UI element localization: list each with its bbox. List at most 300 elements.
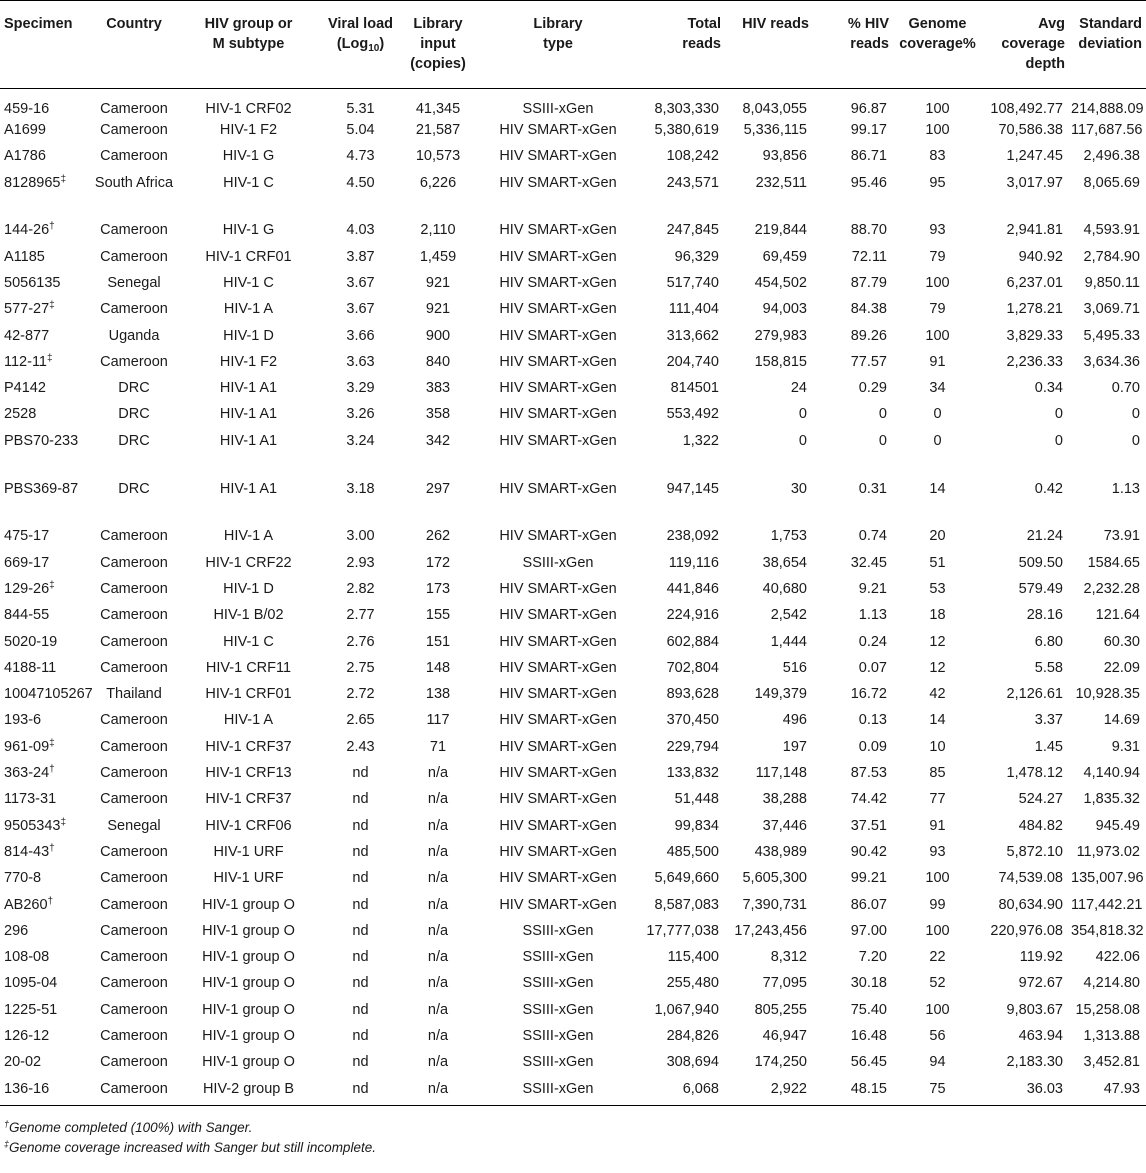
cell-country [92, 868, 176, 894]
header-total-reads: Total reads [682, 16, 721, 52]
cell-total [640, 658, 725, 684]
cell-text: 77 [929, 791, 946, 808]
cell-sd [1069, 247, 1146, 273]
cell-text: 17,243,456 [734, 922, 807, 939]
cell-text: 4,593.91 [1083, 222, 1140, 239]
cell-hiv [725, 1052, 813, 1078]
table-body [0, 89, 1146, 1105]
cell-hiv [725, 737, 813, 763]
cell-sd [1069, 326, 1146, 352]
cell-hiv [725, 710, 813, 736]
cell-country [92, 684, 176, 710]
cell-text: 0.29 [858, 380, 887, 397]
cell-text: 119,116 [668, 554, 719, 571]
cell-pct [813, 895, 893, 921]
cell-sd [1069, 378, 1146, 404]
cell-specimen [0, 220, 92, 246]
cell-text: Cameroon [100, 1054, 168, 1071]
cell-text: nd [352, 922, 369, 939]
footnote-mark: † [4, 1118, 10, 1129]
cell-text: 2.77 [346, 607, 375, 624]
cell-text: 3.24 [346, 432, 375, 449]
cell-coverage [893, 632, 982, 658]
cell-viral-load [321, 273, 400, 299]
cell-text: HIV SMART-xGen [499, 791, 617, 808]
cell-text: HIV-1 group O [202, 1028, 295, 1044]
cell-depth [982, 299, 1069, 325]
cell-text: 108,492.77 [990, 101, 1063, 117]
cell-text: 84.38 [850, 301, 887, 318]
cell-pct [813, 921, 893, 947]
cell-subtype [176, 763, 321, 789]
cell-text: 3.67 [346, 274, 375, 291]
table-row [0, 710, 1146, 736]
cell-hiv [725, 605, 813, 631]
cell-pct [813, 120, 893, 146]
cell-text: 524.27 [1018, 791, 1063, 808]
cell-text: Cameroon [100, 301, 168, 318]
cell-text: 496 [782, 712, 807, 729]
footnote-text: Genome completed (100%) with Sanger. [9, 1119, 253, 1135]
cell-input [400, 299, 476, 325]
cell-specimen [0, 1079, 92, 1105]
footnote-mark: ‡ [49, 300, 55, 312]
footnote-text: Genome coverage increased with Sanger but still incomplete. [9, 1139, 376, 1155]
table-row [0, 120, 1146, 146]
cell-pct [813, 173, 893, 221]
cell-country [92, 89, 176, 121]
cell-viral-load [321, 658, 400, 684]
cell-subtype [176, 579, 321, 605]
cell-lib-type [476, 553, 640, 579]
cell-text: 454,502 [754, 274, 807, 291]
footnote-mark: ‡ [47, 352, 53, 364]
cell-lib-type [476, 737, 640, 763]
cell-text: 80,634.90 [998, 896, 1063, 913]
cell-text: SSIII-xGen [522, 1028, 594, 1044]
footnote-mark: ‡ [60, 173, 67, 185]
cell-depth [982, 947, 1069, 973]
cell-text: A1185 [4, 248, 45, 265]
cell-total [640, 89, 725, 121]
cell-coverage [893, 247, 982, 273]
cell-lib-type [476, 1000, 640, 1026]
cell-text: 121.64 [1095, 607, 1140, 624]
cell-subtype [176, 378, 321, 404]
cell-specimen [0, 763, 92, 789]
cell-text: South Africa [94, 174, 174, 191]
cell-total [640, 947, 725, 973]
cell-specimen [0, 684, 92, 710]
cell-text: HIV-1 CRF01 [205, 248, 292, 265]
cell-viral-load [321, 947, 400, 973]
cell-pct [813, 326, 893, 352]
cell-text: 100 [925, 1001, 950, 1018]
cell-depth [982, 684, 1069, 710]
cell-country [92, 973, 176, 999]
cell-text: n/a [427, 1001, 449, 1018]
cell-subtype [176, 1026, 321, 1052]
cell-text: 1,753 [770, 528, 807, 545]
cell-hiv [725, 763, 813, 789]
cell-country [92, 632, 176, 658]
cell-text: 10,573 [415, 148, 461, 165]
cell-text: 138 [425, 686, 451, 703]
cell-text: 308,694 [666, 1054, 719, 1071]
cell-coverage [893, 816, 982, 842]
cell-pct [813, 973, 893, 999]
cell-text: 516 [782, 659, 807, 676]
cell-text: 21,587 [415, 122, 461, 138]
cell-pct [813, 273, 893, 299]
cell-input [400, 120, 476, 146]
cell-text: HIV-1 G [222, 222, 275, 239]
cell-text: 972.67 [1018, 975, 1063, 992]
cell-depth [982, 431, 1069, 479]
cell-text: Cameroon [100, 528, 168, 545]
cell-viral-load [321, 737, 400, 763]
cell-text: HIV-1 group O [202, 949, 295, 966]
cell-sd [1069, 895, 1146, 921]
cell-total [640, 526, 725, 552]
cell-text: 238,092 [666, 528, 719, 545]
cell-total [640, 404, 725, 430]
cell-text: 5020-19 [4, 633, 58, 650]
cell-text: n/a [427, 1054, 449, 1071]
cell-total [640, 1000, 725, 1026]
cell-total [640, 579, 725, 605]
cell-text: 2.43 [346, 738, 375, 755]
cell-sd [1069, 789, 1146, 815]
cell-specimen [0, 247, 92, 273]
cell-text: 52 [929, 975, 946, 992]
cell-country [92, 921, 176, 947]
cell-text: 16.48 [850, 1028, 887, 1044]
cell-text: 83 [929, 148, 946, 165]
cell-sd [1069, 1026, 1146, 1052]
cell-subtype [176, 326, 321, 352]
cell-viral-load [321, 973, 400, 999]
cell-text: 4.50 [346, 174, 375, 191]
cell-text: HIV-1 A [223, 712, 274, 729]
cell-subtype [176, 1000, 321, 1026]
cell-text: 144-26 [4, 222, 50, 239]
cell-text: 961-09 [4, 738, 50, 755]
cell-text: 3.29 [346, 380, 375, 397]
cell-text: SSIII-xGen [522, 1001, 594, 1018]
cell-lib-type [476, 146, 640, 172]
cell-text: 0 [1131, 432, 1140, 449]
cell-subtype [176, 632, 321, 658]
cell-text: nd [352, 975, 369, 992]
cell-text: 17,777,038 [646, 922, 719, 939]
cell-text: 3.00 [346, 528, 375, 545]
cell-text: 193-6 [4, 712, 42, 729]
cell-hiv [725, 553, 813, 579]
cell-text: 459-16 [4, 101, 50, 117]
cell-specimen [0, 526, 92, 552]
cell-subtype [176, 868, 321, 894]
cell-lib-type [476, 352, 640, 378]
cell-pct [813, 1026, 893, 1052]
cell-text: 32.45 [850, 554, 887, 571]
cell-hiv [725, 120, 813, 146]
cell-text: 5,872.10 [1006, 843, 1063, 860]
cell-text: 99.17 [850, 122, 887, 138]
cell-depth [982, 378, 1069, 404]
cell-text: 16.72 [850, 686, 887, 703]
cell-text: SSIII-xGen [522, 1080, 594, 1097]
cell-text: 37,446 [762, 817, 807, 834]
cell-text: nd [352, 949, 369, 966]
cell-subtype [176, 605, 321, 631]
cell-text: HIV SMART-xGen [499, 222, 617, 239]
cell-text: Cameroon [100, 659, 168, 676]
cell-depth [982, 658, 1069, 684]
cell-subtype [176, 553, 321, 579]
cell-coverage [893, 710, 982, 736]
cell-input [400, 789, 476, 815]
cell-depth [982, 1052, 1069, 1078]
cell-text: 3.87 [346, 248, 375, 265]
cell-coverage [893, 605, 982, 631]
cell-text: 119.92 [1019, 949, 1063, 966]
cell-text: nd [352, 870, 369, 887]
cell-text: DRC [118, 406, 150, 423]
cell-text: 2.93 [346, 554, 375, 571]
cell-total [640, 247, 725, 273]
cell-input [400, 895, 476, 921]
cell-text: 1.45 [1034, 738, 1063, 755]
cell-hiv [725, 526, 813, 552]
cell-text: HIV SMART-xGen [499, 738, 617, 755]
cell-text: Cameroon [100, 870, 168, 887]
cell-text: 947,145 [666, 480, 719, 497]
cell-text: 77.57 [850, 353, 887, 370]
cell-specimen [0, 816, 92, 842]
cell-pct [813, 404, 893, 430]
cell-text: 85 [929, 765, 946, 782]
cell-text: 22.09 [1103, 659, 1140, 676]
cell-text: 4.73 [346, 148, 375, 165]
cell-coverage [893, 146, 982, 172]
cell-text: 10047105267 [4, 686, 93, 703]
cell-text: 2.75 [346, 659, 375, 676]
cell-text: PBS369-87 [4, 480, 79, 497]
footnote-mark: † [49, 842, 55, 854]
cell-lib-type [476, 632, 640, 658]
cell-specimen [0, 431, 92, 479]
cell-text: 1584.65 [1087, 554, 1140, 571]
cell-text: 100 [925, 327, 950, 344]
cell-text: nd [352, 1054, 369, 1071]
cell-lib-type [476, 220, 640, 246]
cell-text: Cameroon [100, 148, 168, 165]
cell-text: Cameroon [100, 248, 168, 265]
cell-total [640, 1079, 725, 1105]
cell-text: 2,232.28 [1083, 580, 1140, 597]
cell-sd [1069, 1079, 1146, 1105]
cell-viral-load [321, 789, 400, 815]
cell-pct [813, 947, 893, 973]
cell-country [92, 220, 176, 246]
cell-text: HIV-1 F2 [219, 122, 278, 138]
cell-text: 12 [929, 659, 946, 676]
cell-sd [1069, 1052, 1146, 1078]
cell-text: 87.53 [850, 765, 887, 782]
cell-lib-type [476, 479, 640, 527]
cell-total [640, 220, 725, 246]
cell-subtype [176, 526, 321, 552]
cell-text: 893,628 [666, 686, 719, 703]
cell-text: 75 [929, 1080, 946, 1097]
cell-text: 284,826 [666, 1028, 719, 1044]
cell-pct [813, 553, 893, 579]
cell-text: 7.20 [858, 949, 887, 966]
cell-sd [1069, 404, 1146, 430]
cell-subtype [176, 895, 321, 921]
cell-text: 111,404 [668, 301, 719, 318]
cell-specimen [0, 404, 92, 430]
cell-lib-type [476, 120, 640, 146]
cell-text: 5.58 [1034, 659, 1063, 676]
cell-text: 770-8 [4, 870, 42, 887]
cell-text: 94 [929, 1054, 946, 1071]
cell-coverage [893, 579, 982, 605]
cell-input [400, 763, 476, 789]
cell-sd [1069, 352, 1146, 378]
cell-text: DRC [118, 480, 150, 497]
cell-viral-load [321, 479, 400, 527]
cell-text: 6,237.01 [1006, 274, 1063, 291]
cell-coverage [893, 737, 982, 763]
cell-total [640, 1026, 725, 1052]
cell-text: Senegal [107, 817, 161, 834]
table-row [0, 479, 1146, 527]
cell-subtype [176, 947, 321, 973]
cell-text: 2,110 [420, 222, 456, 239]
header-specimen: Specimen [4, 16, 73, 32]
cell-text: 204,740 [666, 353, 719, 370]
cell-lib-type [476, 404, 640, 430]
cell-text: HIV SMART-xGen [499, 122, 617, 138]
cell-pct [813, 684, 893, 710]
cell-input [400, 220, 476, 246]
cell-hiv [725, 632, 813, 658]
cell-total [640, 431, 725, 479]
cell-sd [1069, 89, 1146, 121]
cell-text: 42 [929, 686, 946, 703]
cell-text: 117 [426, 712, 450, 729]
cell-hiv [725, 220, 813, 246]
cell-text: 0 [1131, 406, 1140, 423]
cell-sd [1069, 973, 1146, 999]
cell-text: P4142 [4, 380, 46, 397]
cell-depth [982, 816, 1069, 842]
cell-country [92, 658, 176, 684]
cell-text: 2528 [4, 406, 37, 423]
cell-text: Uganda [108, 327, 160, 344]
cell-text: 69,459 [762, 248, 807, 265]
cell-text: 1,313.88 [1083, 1028, 1140, 1044]
table-row [0, 1052, 1146, 1078]
table-row [0, 326, 1146, 352]
cell-text: HIV-1 CRF13 [205, 765, 292, 782]
cell-total [640, 789, 725, 815]
cell-text: HIV-1 D [223, 327, 274, 344]
cell-text: 9.21 [858, 580, 887, 597]
cell-text: SSIII-xGen [522, 554, 594, 571]
cell-input [400, 146, 476, 172]
cell-text: n/a [427, 817, 449, 834]
cell-text: Cameroon [100, 896, 168, 913]
cell-input [400, 431, 476, 479]
cell-text: 1.13 [1111, 480, 1140, 497]
cell-total [640, 737, 725, 763]
cell-text: 133,832 [666, 765, 719, 782]
cell-text: 91 [929, 817, 946, 834]
cell-text: HIV-1 A1 [219, 432, 278, 449]
cell-text: 0.24 [858, 633, 887, 650]
cell-pct [813, 352, 893, 378]
cell-specimen [0, 146, 92, 172]
cell-sd [1069, 120, 1146, 146]
cell-text: Cameroon [100, 843, 168, 860]
cell-viral-load [321, 1052, 400, 1078]
cell-text: 14 [929, 712, 946, 729]
cell-specimen [0, 1026, 92, 1052]
cell-viral-load [321, 220, 400, 246]
cell-text: 805,255 [754, 1001, 807, 1018]
table-row [0, 579, 1146, 605]
cell-input [400, 579, 476, 605]
table-row [0, 789, 1146, 815]
cell-sd [1069, 710, 1146, 736]
cell-specimen [0, 737, 92, 763]
cell-pct [813, 1079, 893, 1105]
cell-text: HIV-1 CRF37 [205, 738, 292, 755]
cell-input [400, 404, 476, 430]
cell-text: 99 [929, 896, 946, 913]
cell-input [400, 710, 476, 736]
cell-depth [982, 352, 1069, 378]
cell-text: 363-24 [4, 765, 50, 782]
footnote-mark: † [47, 895, 54, 907]
cell-text: 136-16 [4, 1080, 50, 1097]
cell-text: n/a [427, 1080, 449, 1097]
cell-text: n/a [427, 791, 449, 808]
cell-text: 12 [929, 633, 946, 650]
cell-text: 51 [929, 554, 946, 571]
cell-coverage [893, 89, 982, 121]
cell-viral-load [321, 146, 400, 172]
cell-hiv [725, 1079, 813, 1105]
cell-coverage [893, 431, 982, 479]
cell-country [92, 326, 176, 352]
cell-hiv [725, 579, 813, 605]
cell-text: 90.42 [850, 843, 887, 860]
cell-text: 93 [929, 843, 946, 860]
cell-text: 28.16 [1026, 607, 1063, 624]
cell-text: HIV-2 group B [202, 1080, 295, 1097]
cell-text: HIV-1 D [223, 580, 274, 597]
cell-coverage [893, 352, 982, 378]
cell-viral-load [321, 579, 400, 605]
cell-text: nd [352, 896, 369, 913]
cell-text: 3,452.81 [1083, 1054, 1140, 1071]
cell-sd [1069, 763, 1146, 789]
cell-country [92, 431, 176, 479]
